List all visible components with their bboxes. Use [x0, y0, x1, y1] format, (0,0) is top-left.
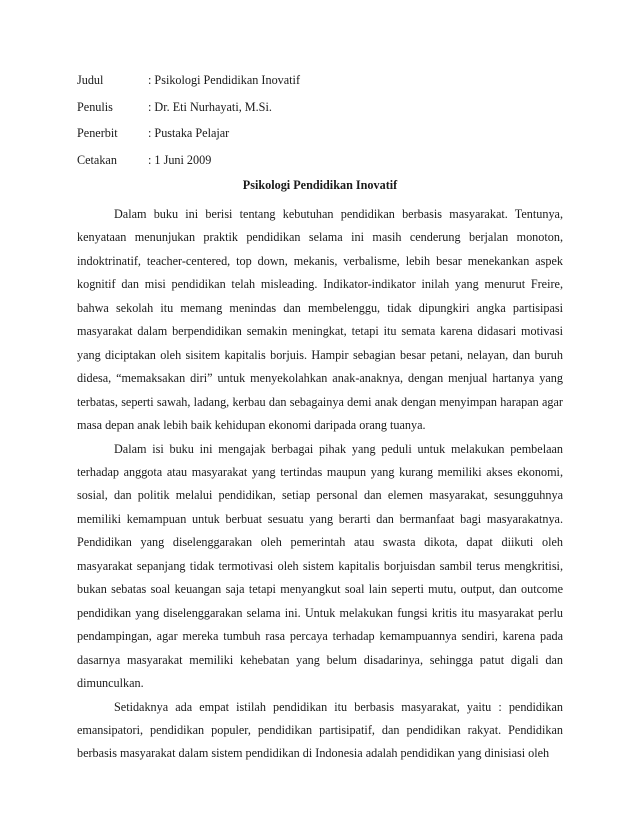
metadata-label: Penerbit [77, 126, 118, 141]
metadata-value: : Psikologi Pendidikan Inovatif [148, 73, 300, 87]
metadata-value: : Pustaka Pelajar [148, 126, 230, 141]
document-title: Psikologi Pendidikan Inovatif [242, 178, 398, 192]
paragraph: Dalam buku ini berisi tentang kebutuhan pendidikan berbasis masyarakat. Tentunya, kenyataan menunjukan praktik pendidikan selama ini masih cenderung berjalan monoton, indoktrinatif, teacher-centered, top down, mekanis, verbalisme, lebih besar menekankan aspek kognitif dan misi pendidikan telah misleading. Indikator-indikator inilah yang menurut Freire, bahwa sekolah itu memang menindas dan membelenggu, tidak dipungkiri angka partisipasi masyarakat dalam berpendidikan semakin meningkat, tetapi itu semata karena didasari motivasi yang diciptakan oleh sisitem kapitalis borjuis. Hampir sebagian besar petani, nelayan, dan buruh didesa, “memaksakan diri” untuk menyekolahkan anak-anaknya, dengan menjual hartanya yang terbatas, seperti sawah, ladang, kerbau dan sebagainya demi anak dengan menyimpan harapan agar masa depan anak lebih baik kehidupan ekonomi daripada orang tuanya. [77, 207, 563, 433]
metadata-value: : Dr. Eti Nurhayati, M.Si. [148, 99, 272, 114]
metadata-row-title [77, 72, 577, 99]
metadata-label: Judul [77, 73, 104, 87]
book-metadata [77, 72, 577, 178]
paragraph: Setidaknya ada empat istilah pendidikan itu berbasis masyarakat, yaitu : pendidikan emansipatori, pendidikan populer, pendidikan partisipatif, dan pendidikan rakyat. Pendidikan berbasis masyarakat dalam sistem pendidikan di Indonesia adalah pendidikan yang dinisiasi oleh [77, 699, 563, 761]
metadata-label: Cetakan [77, 152, 117, 167]
metadata-label: Penulis [77, 99, 113, 114]
metadata-row-author [77, 99, 577, 126]
document-body [77, 203, 563, 766]
metadata-row-publisher [77, 125, 577, 152]
metadata-row-edition [77, 152, 577, 179]
paragraph: Dalam isi buku ini mengajak berbagai pihak yang peduli untuk melakukan pembelaan terhadap anggota atau masyarakat yang tertindas maupun yang kurang memiliki akses ekonomi, sosial, dan politik melalui pendidikan, setiap personal dan elemen masyarakat, sesungguhnya memiliki kemampuan untuk berbuat sesuatu yang berarti dan bermanfaat bagi masyarakatnya. Pendidikan yang diselenggarakan oleh pemerintah atau swasta dikota, dapat diikuti oleh masyarakat sepanjang tidak termotivasi oleh sistem kapitalis borjuisdan sambil terus mengkritisi, bukan sebatas soal keuangan saja tetapi menyangkut soal lain seperti mutu, output, dan outcome pendidikan yang diselenggarakan selama ini. Untuk melakukan fungsi kritis itu masyarakat perlu pendampingan, agar mereka tumbuh rasa percaya terhadap kemampuannya sendiri, karena pada dasarnya masyarakat memiliki kehebatan yang belum disadarinya, sehingga patut digali dan dimunculkan. [77, 441, 563, 691]
metadata-value: : 1 Juni 2009 [148, 152, 212, 167]
